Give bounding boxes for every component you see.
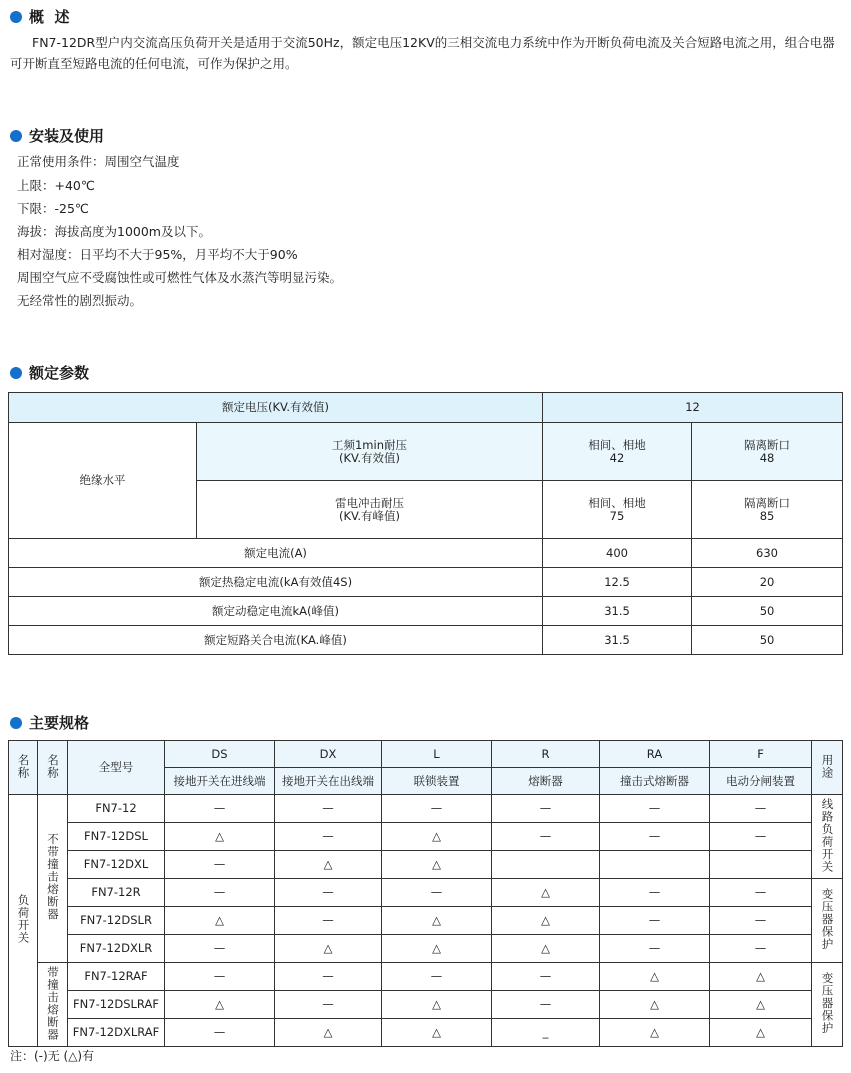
param-value-2: 50 bbox=[692, 597, 843, 626]
spec-cell: △ bbox=[382, 851, 492, 879]
bullet-icon bbox=[10, 367, 22, 379]
bullet-icon bbox=[10, 130, 22, 142]
spec-cell: — bbox=[275, 963, 382, 991]
spec-cell: — bbox=[710, 823, 812, 851]
overview-title: 概 述 bbox=[29, 8, 70, 26]
param-value-1: 31.5 bbox=[543, 597, 692, 626]
table-row bbox=[9, 851, 843, 879]
param-value-1: 31.5 bbox=[543, 626, 692, 655]
col-code: F bbox=[710, 741, 812, 768]
spec-cell: △ bbox=[710, 963, 812, 991]
spec-cell: △ bbox=[382, 907, 492, 935]
header-use-text: 用途 bbox=[820, 753, 835, 779]
li-phase-value: 75 bbox=[609, 508, 625, 523]
install-heading bbox=[10, 125, 104, 146]
table-row bbox=[9, 393, 843, 423]
li-iso-value: 85 bbox=[759, 508, 775, 523]
col-desc: 接地开关在进线端 bbox=[165, 768, 275, 795]
spec-cell: — bbox=[382, 879, 492, 907]
use-transformer-1-text: 变压器保护 bbox=[820, 887, 835, 951]
param-value-1: 12.5 bbox=[543, 568, 692, 597]
spec-cell: △ bbox=[165, 991, 275, 1019]
header-name-2 bbox=[38, 741, 68, 795]
spec-cell: _ bbox=[492, 1019, 600, 1047]
param-value-2: 50 bbox=[692, 626, 843, 655]
install-line-2: 上限：+40℃ bbox=[17, 178, 95, 193]
spec-cell: — bbox=[165, 879, 275, 907]
spec-cell: — bbox=[710, 879, 812, 907]
table-row bbox=[9, 935, 843, 963]
use-transformer-2-text: 变压器保护 bbox=[820, 971, 835, 1035]
table-row bbox=[9, 597, 843, 626]
spec-cell: — bbox=[275, 991, 382, 1019]
spec-cell: △ bbox=[165, 823, 275, 851]
model-cell: FN7-12R bbox=[68, 879, 165, 907]
group-main bbox=[9, 795, 38, 1047]
pf-iso-value: 48 bbox=[759, 450, 775, 465]
spec-cell: — bbox=[165, 795, 275, 823]
table-row bbox=[9, 423, 843, 481]
sub-no-striker-text: 不带撞击熔断器 bbox=[46, 833, 60, 921]
spec-cell: — bbox=[275, 907, 382, 935]
col-desc: 电动分闸装置 bbox=[710, 768, 812, 795]
spec-cell: — bbox=[600, 907, 710, 935]
spec-cell: △ bbox=[382, 1019, 492, 1047]
install-title: 安装及使用 bbox=[29, 127, 105, 145]
header-name-1-text: 名称 bbox=[16, 753, 31, 779]
param-value-1: 400 bbox=[543, 539, 692, 568]
model-cell: FN7-12DSLR bbox=[68, 907, 165, 935]
rated-voltage-value: 12 bbox=[543, 393, 843, 423]
use-line bbox=[812, 795, 843, 879]
overview-text: FN7-12DR型户内交流高压负荷开关是适用于交流50Hz，额定电压12KV的三相交流电力系统中作为开断负荷电流及关合短路电流之用，组合电器可开断直至短路电流的任何电流，可作为保护之用。 bbox=[10, 35, 835, 71]
table-row bbox=[9, 568, 843, 597]
overview-text-block bbox=[10, 32, 842, 74]
spec-cell: △ bbox=[382, 823, 492, 851]
insulation-label: 绝缘水平 bbox=[9, 423, 197, 539]
li-phase-label: 相间、相地 bbox=[588, 495, 646, 510]
model-cell: FN7-12DXLRAF bbox=[68, 1019, 165, 1047]
model-cell: FN7-12DXL bbox=[68, 851, 165, 879]
spec-cell: — bbox=[492, 991, 600, 1019]
table-row bbox=[9, 907, 843, 935]
spec-cell: — bbox=[275, 879, 382, 907]
header-name-1 bbox=[9, 741, 38, 795]
specs-table bbox=[8, 740, 843, 1047]
spec-cell: — bbox=[492, 795, 600, 823]
li-phase-cell bbox=[543, 481, 692, 539]
power-freq-label bbox=[197, 423, 543, 481]
table-row bbox=[9, 741, 843, 768]
col-desc: 接地开关在出线端 bbox=[275, 768, 382, 795]
install-line-5: 相对湿度：日平均不大于95%，月平均不大于90% bbox=[17, 247, 298, 262]
bullet-icon bbox=[10, 717, 22, 729]
param-label: 额定短路关合电流(KA.峰值) bbox=[9, 626, 543, 655]
pf-iso-cell bbox=[692, 423, 843, 481]
spec-cell: — bbox=[492, 823, 600, 851]
header-model: 全型号 bbox=[68, 741, 165, 795]
pf-phase-value: 42 bbox=[609, 450, 625, 465]
table-row bbox=[9, 1019, 843, 1047]
col-code: DS bbox=[165, 741, 275, 768]
spec-cell: △ bbox=[710, 1019, 812, 1047]
spec-cell: — bbox=[600, 879, 710, 907]
model-cell: FN7-12RAF bbox=[68, 963, 165, 991]
legend-note: 注：(-)无 (△)有 bbox=[10, 1049, 95, 1063]
use-transformer-2 bbox=[812, 963, 843, 1047]
col-desc: 撞击式熔断器 bbox=[600, 768, 710, 795]
spec-cell: △ bbox=[600, 1019, 710, 1047]
power-freq-label-2: (KV.有效值) bbox=[338, 450, 401, 465]
spec-cell: △ bbox=[382, 935, 492, 963]
param-value-2: 20 bbox=[692, 568, 843, 597]
col-code: RA bbox=[600, 741, 710, 768]
use-transformer-1 bbox=[812, 879, 843, 963]
param-label: 额定电流(A) bbox=[9, 539, 543, 568]
spec-cell: — bbox=[275, 795, 382, 823]
table-row bbox=[9, 539, 843, 568]
model-cell: FN7-12 bbox=[68, 795, 165, 823]
params-table bbox=[8, 392, 843, 655]
power-freq-label-1: 工频1min耐压 bbox=[331, 437, 407, 452]
spec-cell bbox=[600, 851, 710, 879]
spec-cell: △ bbox=[165, 907, 275, 935]
pf-phase-cell bbox=[543, 423, 692, 481]
install-line-4: 海拔：海拔高度为1000m及以下。 bbox=[17, 224, 211, 239]
model-cell: FN7-12DXLR bbox=[68, 935, 165, 963]
spec-cell: — bbox=[165, 963, 275, 991]
lightning-label-1: 雷电冲击耐压 bbox=[335, 495, 404, 510]
spec-cell: △ bbox=[275, 851, 382, 879]
spec-cell: — bbox=[275, 823, 382, 851]
li-iso-cell bbox=[692, 481, 843, 539]
param-value-2: 630 bbox=[692, 539, 843, 568]
sub-striker bbox=[38, 963, 68, 1047]
spec-cell: — bbox=[492, 963, 600, 991]
spec-cell: — bbox=[165, 1019, 275, 1047]
sub-no-striker bbox=[38, 795, 68, 963]
param-label: 额定热稳定电流(kA有效值4S) bbox=[9, 568, 543, 597]
rated-voltage-label: 额定电压(KV.有效值) bbox=[9, 393, 543, 423]
overview-heading bbox=[10, 6, 69, 27]
spec-cell: △ bbox=[492, 879, 600, 907]
spec-cell: △ bbox=[275, 935, 382, 963]
table-row bbox=[9, 879, 843, 907]
bullet-icon bbox=[10, 11, 22, 23]
install-line-6: 周围空气应不受腐蚀性或可燃性气体及水蒸汽等明显污染。 bbox=[17, 270, 343, 285]
spec-cell: — bbox=[600, 823, 710, 851]
spec-cell: — bbox=[710, 935, 812, 963]
col-code: R bbox=[492, 741, 600, 768]
spec-cell: △ bbox=[492, 907, 600, 935]
spec-cell: — bbox=[600, 795, 710, 823]
group-main-text: 负荷开关 bbox=[16, 894, 31, 944]
spec-cell: — bbox=[382, 795, 492, 823]
spec-cell: — bbox=[600, 935, 710, 963]
spec-cell bbox=[710, 851, 812, 879]
header-use bbox=[812, 741, 843, 795]
col-desc: 联锁装置 bbox=[382, 768, 492, 795]
table-row bbox=[9, 823, 843, 851]
model-cell: FN7-12DSL bbox=[68, 823, 165, 851]
spec-cell: — bbox=[710, 907, 812, 935]
col-code: L bbox=[382, 741, 492, 768]
spec-cell bbox=[492, 851, 600, 879]
specs-title: 主要规格 bbox=[29, 714, 90, 732]
pf-iso-label: 隔离断口 bbox=[744, 437, 790, 452]
spec-cell: △ bbox=[710, 991, 812, 1019]
param-label: 额定动稳定电流kA(峰值) bbox=[9, 597, 543, 626]
spec-cell: — bbox=[382, 963, 492, 991]
params-title: 额定参数 bbox=[29, 364, 90, 382]
install-line-3: 下限：-25℃ bbox=[17, 201, 89, 216]
lightning-label bbox=[197, 481, 543, 539]
pf-phase-label: 相间、相地 bbox=[588, 437, 646, 452]
spec-cell: △ bbox=[600, 991, 710, 1019]
col-desc: 熔断器 bbox=[492, 768, 600, 795]
spec-cell: △ bbox=[275, 1019, 382, 1047]
spec-cell: — bbox=[710, 795, 812, 823]
spec-cell: — bbox=[165, 851, 275, 879]
col-code: DX bbox=[275, 741, 382, 768]
sub-striker-text: 带撞击熔断器 bbox=[46, 965, 60, 1041]
spec-cell: △ bbox=[600, 963, 710, 991]
install-line-1: 正常使用条件：周围空气温度 bbox=[17, 154, 180, 169]
table-row bbox=[9, 963, 843, 991]
install-line-7: 无经常性的剧烈振动。 bbox=[17, 293, 143, 308]
table-row bbox=[9, 626, 843, 655]
model-cell: FN7-12DSLRAF bbox=[68, 991, 165, 1019]
spec-cell: — bbox=[165, 935, 275, 963]
table-row bbox=[9, 991, 843, 1019]
use-line-text: 线路负荷开关 bbox=[820, 797, 835, 873]
lightning-label-2: (KV.有峰值) bbox=[338, 508, 401, 523]
spec-cell: △ bbox=[492, 935, 600, 963]
spec-cell: △ bbox=[382, 991, 492, 1019]
params-heading bbox=[10, 362, 89, 383]
li-iso-label: 隔离断口 bbox=[744, 495, 790, 510]
header-name-2-text: 名称 bbox=[46, 753, 60, 779]
table-row bbox=[9, 795, 843, 823]
specs-heading bbox=[10, 712, 89, 733]
